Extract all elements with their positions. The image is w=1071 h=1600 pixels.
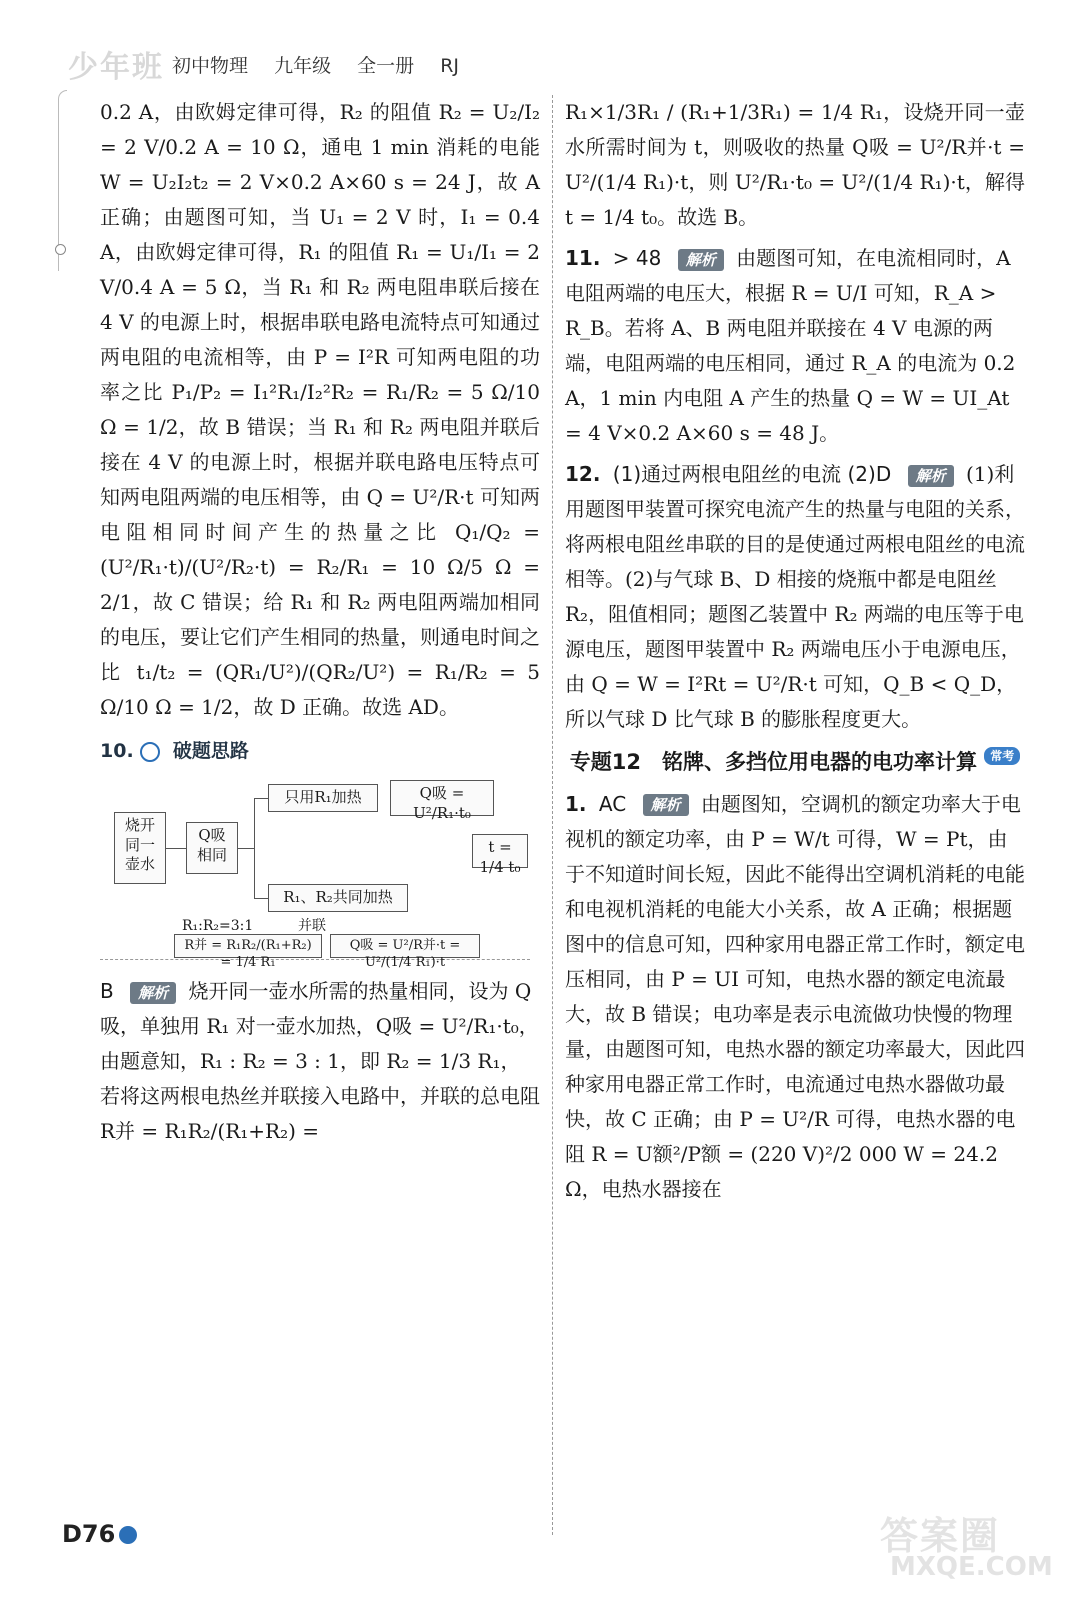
topic-q1-number: 1.	[565, 791, 587, 816]
q12-answer: (1)通过两根电阻丝的电流 (2)D	[612, 462, 892, 486]
margin-dot-icon	[55, 244, 66, 255]
q10-answer-block	[100, 974, 540, 1149]
left-column	[100, 95, 540, 1155]
flow-connector	[166, 848, 186, 849]
q11-block	[565, 241, 1025, 451]
flow-ratio-note: R₁:R₂=3:1	[182, 918, 254, 935]
q10-analysis-tag: 解析	[130, 982, 176, 1004]
flow-connector	[254, 798, 255, 898]
topic-q1-analysis-tag: 解析	[643, 794, 689, 816]
q11-analysis-text: 由题图可知，在电流相同时，A 电阻两端的电压大，根据 R = U/I 可知，R_A > R_B。若将 A、B 两电阻并联接在 4 V 电源的两端，电阻两端的电压相同，通过 R_A 的电流为 0.2 A，1 min 内电阻 A 产生的热量 Q = W = UI_At = 4 V×0.2 A×60 s = 48 J。	[565, 246, 1016, 445]
q11-answer: > 48	[612, 246, 662, 270]
header-subject: 初中物理	[172, 54, 249, 77]
flow-connector	[254, 798, 268, 799]
q10-thinking-heading	[100, 735, 540, 768]
topic-title: 专题12 铭牌、多挡位用电器的电功率计算	[569, 750, 977, 774]
q12-block	[565, 457, 1025, 737]
lightbulb-icon	[140, 742, 160, 762]
page-dot-icon	[119, 1526, 137, 1544]
topic-q1-analysis-text: 由题图知，空调机的额定功率大于电视机的额定功率，由 P = W/t 可得，W = Pt，由于不知道时间长短，因此不能得出空调机消耗的电能和电视机消耗的电能大小关系，故 A 正确；根据题图中的信息可知，四种家用电器正常工作时，额定电压相同，由 P = UI 可知，电热水器的额定电流最大，故 B 错误；电功率是表示电流做功快慢的物理量，由题图可知，电热水器的额定功率最大，因此四种家用电器正常工作时，电流通过电热水器做功最快，故 C 正确；由 P = U²/R 可得，电热水器的电阻 R = U额²/P额 = (220 V)²/2 000 W = 24.2 Ω，电热水器接在	[565, 791, 1025, 1201]
watermark-url: MXQE.COM	[890, 1552, 1053, 1582]
page-number-label: D76	[62, 1520, 116, 1548]
header-grade: 九年级	[274, 54, 332, 77]
page-header	[68, 46, 479, 85]
flow-only-r1-formula-box: Q吸 = U²/R₁·t₀	[390, 780, 494, 816]
page-number	[62, 1520, 137, 1548]
brand-logo: 少年班	[68, 50, 164, 85]
q10-answer: B	[100, 979, 114, 1004]
topic-heading	[565, 747, 1025, 779]
q10-analysis-text: 烧开同一壶水所需的热量相同，设为 Q吸，单独用 R₁ 对一壶水加热，Q吸 = U²/R₁·t₀，由题意知，R₁ : R₂ = 3 : 1，即 R₂ = 1/3 R₁，若将这两根电热丝并联接入电路中，并联的总电阻 R并 = R₁R₂/(R₁+R₂) =	[100, 979, 540, 1144]
q10-number: 10.	[100, 740, 134, 762]
column-divider	[552, 95, 553, 1535]
flow-q-same-box: Q吸相同	[186, 822, 238, 874]
flow-connector	[238, 848, 254, 849]
flow-result-box: t = 1/4 t₀	[472, 834, 528, 868]
header-volume: 全一册	[357, 54, 415, 77]
header-edition: RJ	[440, 54, 459, 77]
topic-q1-block	[565, 787, 1025, 1207]
q12-analysis-tag: 解析	[908, 465, 954, 487]
q11-number: 11.	[565, 246, 601, 270]
q12-number: 12.	[565, 462, 601, 486]
flow-connector	[254, 898, 268, 899]
topic-q1-answer: AC	[598, 791, 627, 816]
flow-r-parallel-box: R并 = R₁R₂/(R₁+R₂) = 1/4 R₁	[174, 934, 322, 958]
q11-analysis-tag: 解析	[678, 249, 724, 271]
q9-solution-text: 0.2 A，由欧姆定律可得，R₂ 的阻值 R₂ = U₂/I₂ = 2 V/0.2 A = 10 Ω，通电 1 min 消耗的电能 W = U₂I₂t₂ = 2 V×0.2 A×60 s = 24 J，故 A 正确；由题图可知，当 U₁ = 2 V 时，I₁ = 0.4 A，由欧姆定律可得，R₁ 的阻值 R₁ = U₁/I₁ = 2 V/0.4 A = 5 Ω，当 R₁ 和 R₂ 两电阻串联后接在 4 V 的电源上时，根据串联电路电流特点可知通过两电阻的电流相等，由 P = I²R 可知两电阻的功率之比 P₁/P₂ = I₁²R₁/I₂²R₂ = R₁/R₂ = 5 Ω/10 Ω = 1/2，故 B 错误；当 R₁ 和 R₂ 两电阻并联后接在 4 V 的电源上时，根据并联电路电压特点可知两电阻两端的电压相等，由 Q = U²/R·t 可知两电阻相同时间产生的热量之比 Q₁/Q₂ = (U²/R₁·t)/(U²/R₂·t) = R₂/R₁ = 10 Ω/5 Ω = 2/1，故 C 错误；给 R₁ 和 R₂ 两电阻两端加相同的电压，要让它们产生相同的热量，则通电时间之比 t₁/t₂ = (QR₁/U²)/(QR₂/U²) = R₁/R₂ = 5 Ω/10 Ω = 1/2，故 D 正确。故选 AD。	[100, 100, 540, 719]
q12-analysis-text: (1)利用题图甲装置可探究电流产生的热量与电阻的关系，将两根电阻丝串联的目的是使通过两根电阻丝的电流相等。(2)与气球 B、D 相接的烧瓶中都是电阻丝 R₂，阻值相同；题图乙装置中 R₂ 两端的电压等于电源电压，题图甲装置中 R₂ 两端电压小于电源电压，由 Q = W = I²Rt = U²/R·t 可知，Q_B < Q_D，所以气球 D 比气球 B 的膨胀程度更大。	[565, 462, 1025, 731]
frequent-badge: 常考	[984, 747, 1020, 765]
watermark: 答案圈	[880, 1514, 1001, 1558]
header-info	[172, 51, 479, 78]
q10-flowchart	[100, 774, 530, 971]
q10-thinking-label: 破题思路	[172, 740, 249, 762]
right-column	[565, 95, 1025, 1213]
flow-parallel-note: 并联	[298, 918, 326, 935]
q10-continued-text: R₁×1/3R₁ / (R₁+1/3R₁) = 1/4 R₁，设烧开同一壶水所需时间为 t，则吸收的热量 Q吸 = U²/R并·t = U²/(1/4 R₁)·t，则 U²/R₁·t₀ = U²/(1/4 R₁)·t，解得 t = 1/4 t₀。故选 B。	[565, 100, 1025, 229]
flow-both-box: R₁、R₂共同加热	[268, 884, 408, 912]
flow-both-formula-box: Q吸 = U²/R并·t = U²/(1/4 R₁)·t	[330, 934, 480, 958]
flow-only-r1-box: 只用R₁加热	[268, 784, 378, 812]
flow-start-box: 烧开同一壶水	[114, 812, 166, 884]
